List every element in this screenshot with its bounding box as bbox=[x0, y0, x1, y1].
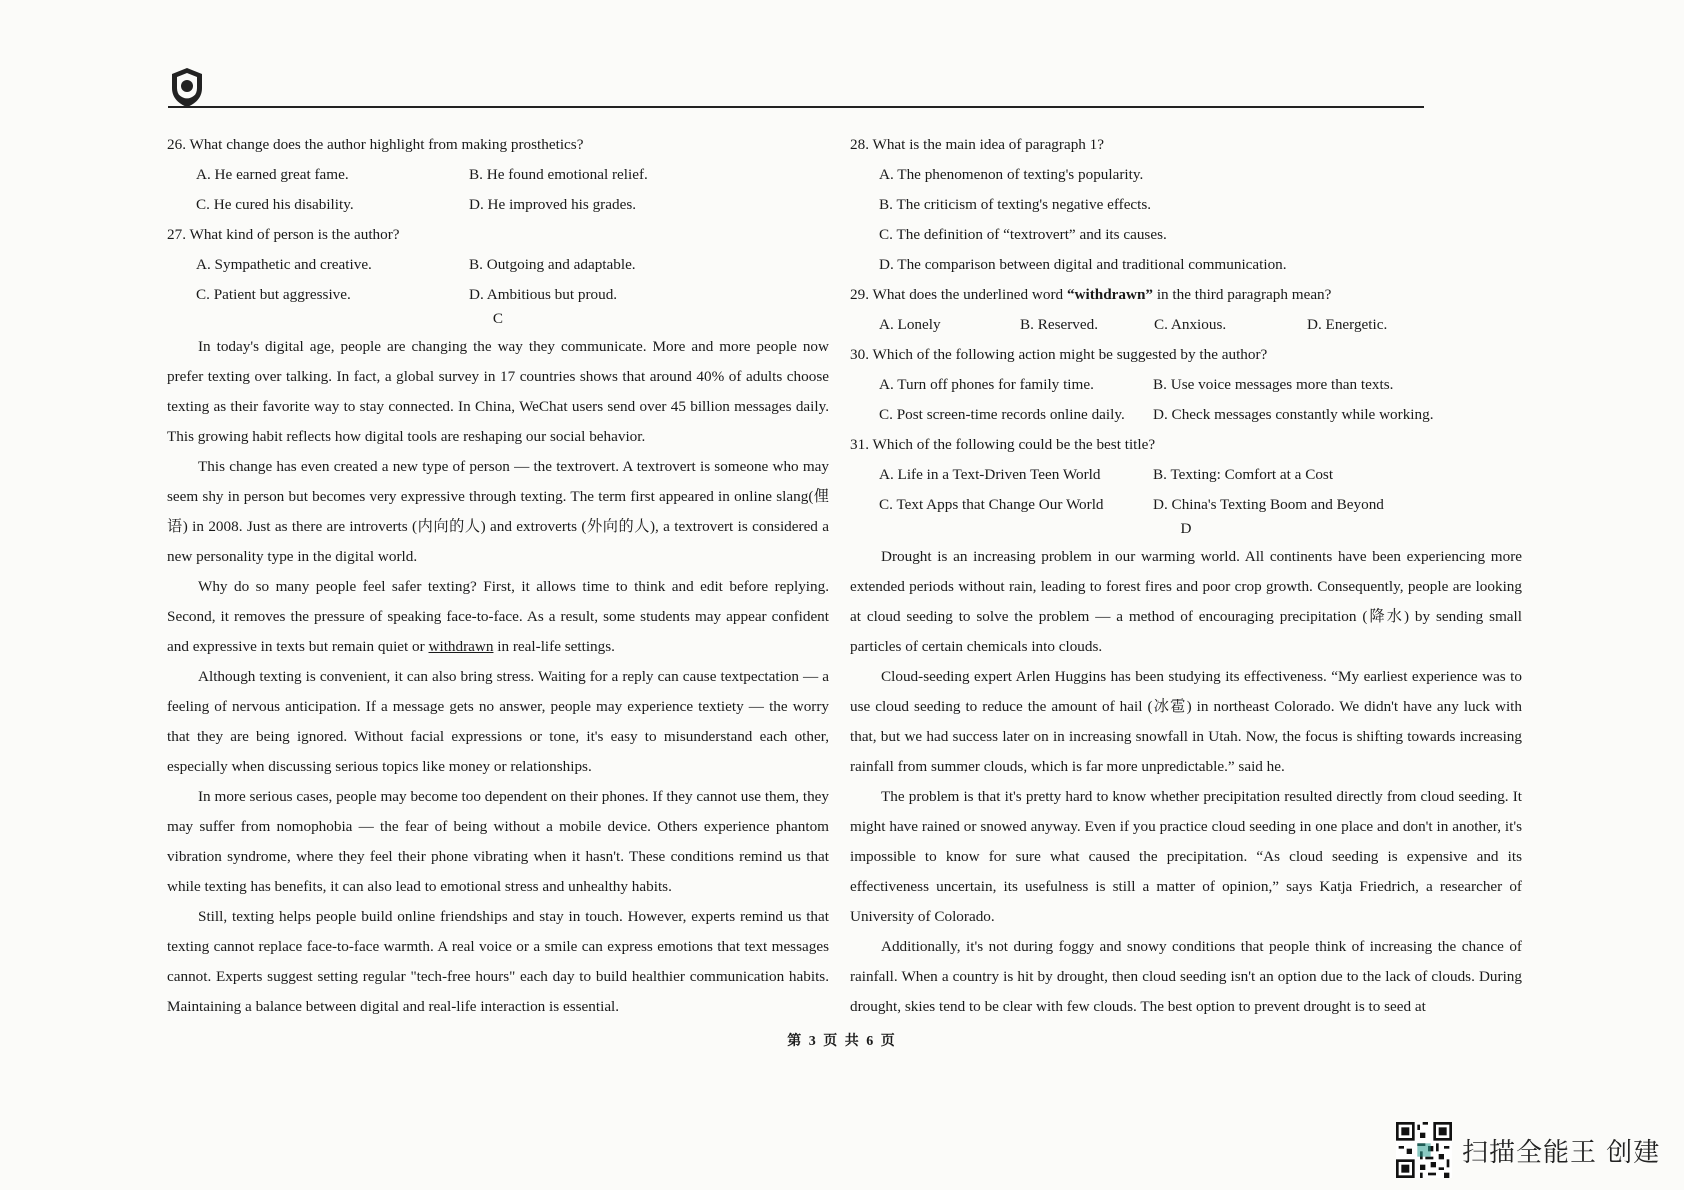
question-30-options bbox=[850, 370, 1522, 400]
question-27: 27. What kind of person is the author? bbox=[167, 226, 400, 243]
question-28: 28. What is the main idea of paragraph 1? bbox=[850, 136, 1105, 153]
question-30: 30. Which of the following action might be suggested by the author? bbox=[850, 346, 1268, 363]
option-a: A. Life in a Text-Driven Teen World bbox=[879, 466, 1101, 483]
underlined-word: withdrawn bbox=[428, 638, 494, 655]
option-a: A. He earned great fame. bbox=[196, 166, 349, 183]
option-b: B. He found emotional relief. bbox=[469, 166, 648, 183]
passage-paragraph: The problem is that it's pretty hard to know whether precipitation resulted directly from cloud seeding. It might have rained or snowed anyway. Even if you practice cloud seeding in one place and don't in another, it's impossible to know for sure what caused the precipitation. “As cloud seeding is expensive and its effectiveness uncertain, its usefulness is still a matter of opinion,” says Katja Friedrich, a researcher of University of Colorado. bbox=[850, 788, 1522, 925]
section-heading: C bbox=[492, 310, 504, 327]
right-column bbox=[850, 130, 1522, 1022]
scanner-label: 扫描全能王 创建 bbox=[1462, 1137, 1661, 1168]
passage-paragraph: In more serious cases, people may become too dependent on their phones. If they cannot use them, they may suffer from nomophobia — the fear of being without a mobile device. Others experience phantom vibration syndrome, where they feel their phone vibrating when it hasn't. These conditions remind us that while texting has benefits, it can also lead to emotional stress and unhealthy habits. bbox=[167, 788, 829, 895]
passage-paragraph: Cloud-seeding expert Arlen Huggins has been studying its effectiveness. “My earliest experience was to use cloud seeding to reduce the amount of hail (冰雹) in northeast Colorado. We didn't have any luck with that, but we had success later on in increasing snowfall in Utah. Now, the focus is shifting towards increasing rainfall from summer clouds, which is far more unpredictable.” said he. bbox=[850, 668, 1522, 775]
option-b: B. Reserved. bbox=[1020, 316, 1099, 333]
qr-code-icon bbox=[1396, 1122, 1452, 1178]
left-column bbox=[167, 130, 829, 1022]
passage-paragraph: In today's digital age, people are changing the way they communicate. More and more people now prefer texting over talking. In fact, a global survey in 17 countries shows that around 40% of adults choose texting as their favorite way to stay connected. In China, WeChat users send over 45 billion messages daily. This growing habit reflects how digital tools are reshaping our social behavior. bbox=[167, 338, 829, 445]
passage-paragraph: This change has even created a new type of person — the textrovert. A textrovert is someone who may seem shy in person but becomes very expressive through texting. The term first appeared in online slang(俚语) in 2008. Just as there are introverts (内向的人) and extroverts (外向的人), a textrovert is considered a new personality type in the digital world. bbox=[167, 458, 829, 565]
option-b: B. Outgoing and adaptable. bbox=[469, 256, 636, 273]
question-31: 31. Which of the following could be the best title? bbox=[850, 436, 1156, 453]
option-a: A. Lonely bbox=[879, 316, 941, 333]
option-d: D. Check messages constantly while working. bbox=[1153, 406, 1434, 423]
option-d: D. Energetic. bbox=[1307, 316, 1388, 333]
option-c: C. The definition of “textrovert” and its causes. bbox=[879, 226, 1167, 243]
option-c: C. He cured his disability. bbox=[196, 196, 354, 213]
option-d: D. China's Texting Boom and Beyond bbox=[1153, 496, 1384, 513]
paragraph-text: in real-life settings. bbox=[493, 638, 615, 655]
question-29 bbox=[850, 280, 1522, 310]
paragraph-text: Why do so many people feel safer texting? First, it allows time to think and edit before replying. Second, it removes the pressure of speaking face-to-face. As a result, some students may appear confident and expressive in texts but remain quiet or bbox=[167, 578, 829, 655]
question-26-options bbox=[167, 190, 829, 220]
option-b: B. Use voice messages more than texts. bbox=[1153, 376, 1394, 393]
option-d: D. The comparison between digital and traditional communication. bbox=[879, 256, 1287, 273]
question-30-options bbox=[850, 400, 1522, 430]
option-b: B. The criticism of texting's negative effects. bbox=[879, 196, 1152, 213]
question-26-options bbox=[167, 160, 829, 190]
question-27-options bbox=[167, 250, 829, 280]
page-number: 第 3 页 共 6 页 bbox=[787, 1034, 897, 1049]
section-heading: D bbox=[1180, 520, 1192, 537]
passage-paragraph: Although texting is convenient, it can also bring stress. Waiting for a reply can cause textpectation — a feeling of nervous anticipation. If a message gets no answer, people may experience textiety — the worry that they are being ignored. Without facial expressions or tone, it's easy to misunderstand each other, especially when discussing serious topics like money or relationships. bbox=[167, 668, 829, 775]
header-rule bbox=[168, 106, 1424, 108]
passage-paragraph: Additionally, it's not during foggy and snowy conditions that people think of increasing the chance of rainfall. When a country is hit by drought, then cloud seeding isn't an option due to the lack of clouds. During drought, skies tend to be clear with few clouds. The best option to prevent drought is to seed at bbox=[850, 938, 1522, 1015]
question-26: 26. What change does the author highlight from making prosthetics? bbox=[167, 136, 584, 153]
question-29-options bbox=[850, 310, 1522, 340]
question-31-options bbox=[850, 460, 1522, 490]
passage-paragraph: Drought is an increasing problem in our warming world. All continents have been experiencing more extended periods without rain, leading to forest fires and poor crop growth. Consequently, people are looking at cloud seeding to solve the problem — a method of encouraging precipitation (降水) by sending small particles of certain chemicals into clouds. bbox=[850, 548, 1522, 655]
option-c: C. Patient but aggressive. bbox=[196, 286, 351, 303]
option-c: C. Post screen-time records online daily. bbox=[879, 406, 1125, 423]
passage-paragraph bbox=[167, 572, 829, 662]
passage-paragraph: Still, texting helps people build online friendships and stay in touch. However, experts remind us that texting cannot replace face-to-face warmth. A real voice or a smile can express emotions that text messages cannot. Experts suggest setting regular "tech-free hours" each day to build healthier communication habits. Maintaining a balance between digital and real-life interaction is essential. bbox=[167, 908, 829, 1015]
option-b: B. Texting: Comfort at a Cost bbox=[1153, 466, 1334, 483]
scanner-watermark bbox=[1396, 1122, 1660, 1178]
option-a: A. The phenomenon of texting's popularity. bbox=[879, 166, 1144, 183]
question-text: in the third paragraph mean? bbox=[1153, 286, 1332, 303]
question-text: 29. What does the underlined word bbox=[850, 286, 1067, 303]
option-c: C. Anxious. bbox=[1154, 316, 1227, 333]
school-logo-icon bbox=[168, 66, 206, 108]
option-d: D. He improved his grades. bbox=[469, 196, 637, 213]
option-c: C. Text Apps that Change Our World bbox=[879, 496, 1104, 513]
option-d: D. Ambitious but proud. bbox=[469, 286, 618, 303]
question-keyword: “withdrawn” bbox=[1066, 286, 1154, 303]
option-a: A. Turn off phones for family time. bbox=[879, 376, 1094, 393]
option-a: A. Sympathetic and creative. bbox=[196, 256, 372, 273]
